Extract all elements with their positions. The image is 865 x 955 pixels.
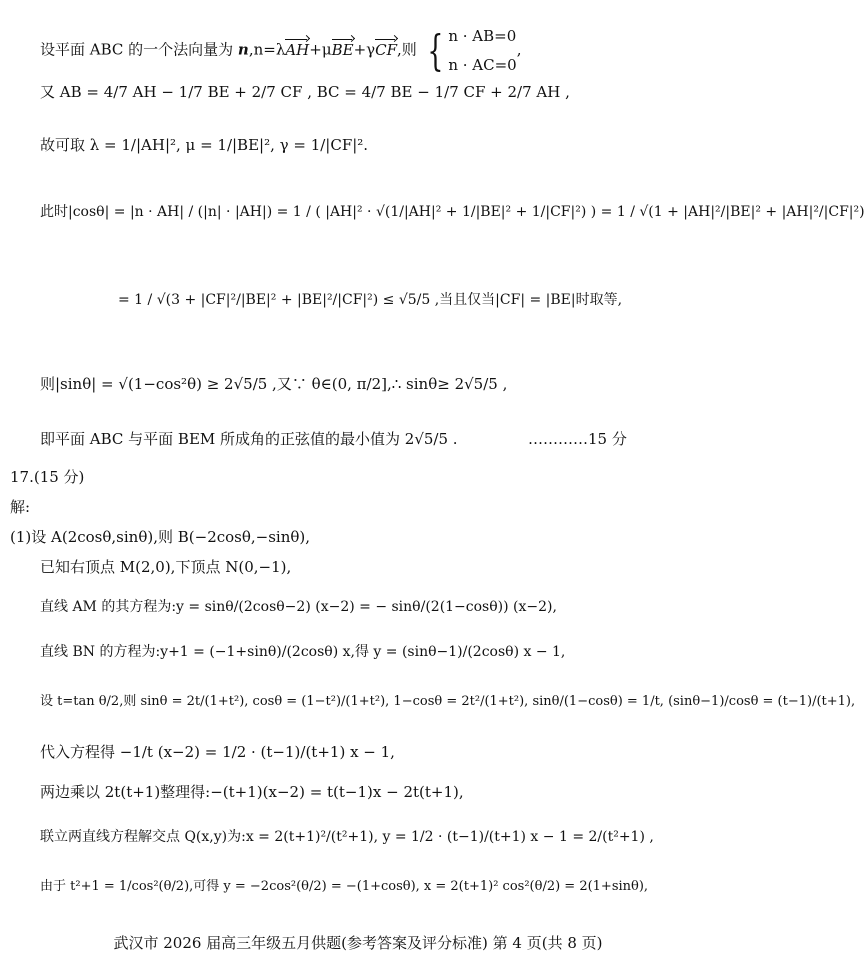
line-cos-half: 由于 t²+1 = 1/cos²(θ/2),可得 y = −2cos²(θ/2) = −(1+cosθ), x = 2(t+1)² cos²(θ/2) = 2(1+sinθ), [40, 879, 649, 894]
line-sin-theta: 则|sinθ| = √(1−cos²θ) ≥ 2√5/5 ,又∵ θ∈(0, π/2],∴ sinθ≥ 2√5/5 , [40, 375, 508, 393]
line-normal-vector [40, 22, 521, 79]
text-comma: , [516, 40, 522, 59]
text-n: n [237, 40, 249, 59]
line-tan-substitution: 设 t=tan θ/2,则 sinθ = 2t/(1+t²), cosθ = (1−t²)/(1+t²), 1−cosθ = 2t²/(1+t²), sinθ/(1−cosθ) = 1/t, (sinθ−1)/cosθ = (t−1)/(t+1), [40, 694, 856, 709]
question-17-header: 17.(15 分) [10, 468, 85, 486]
line-cos-bound: = 1 / √(3 + |CF|²/|BE|² + |BE|²/|CF|²) ≤ √5/5 ,当且仅当|CF| = |BE|时取等, [118, 292, 623, 308]
text-prefix: 设平面 ABC 的一个法向量为 [40, 40, 238, 59]
line-substitute: 代入方程得 −1/t (x−2) = 1/2 · (t−1)/(t+1) x − 1, [40, 743, 395, 761]
part1-setup: (1)设 A(2cosθ,sinθ),则 B(−2cosθ,−sinθ), [10, 528, 311, 546]
line-cos-theta: 此时|cosθ| = |n · AH| / (|n| · |AH|) = 1 / ( |AH|² · √(1/|AH|² + 1/|BE|² + 1/|CF|²) ) = 1 / √(1 + |AH|²/|BE|² + |AH|²/|CF|²) [40, 204, 865, 220]
line-multiply: 两边乘以 2t(t+1)整理得:−(t+1)(x−2) = t(t−1)x − 2t(t+1), [40, 783, 464, 801]
line-intersection: 联立两直线方程解交点 Q(x,y)为:x = 2(t+1)²/(t²+1), y = 1/2 · (t−1)/(t+1) x − 1 = 2/(t²+1) , [40, 829, 654, 845]
system-brace: { [426, 25, 443, 75]
vertices-line: 已知右顶点 M(2,0),下顶点 N(0,−1), [40, 558, 292, 576]
vector-cf: CF [375, 38, 397, 58]
equation-system [448, 22, 516, 79]
line-bn-equation: 直线 BN 的方程为:y+1 = (−1+sinθ)/(2cosθ) x,得 y = (sinθ−1)/(2cosθ) x − 1, [40, 644, 566, 660]
line-conclusion: 即平面 ABC 与平面 BEM 所成角的正弦值的最小值为 2√5/5 . [40, 430, 458, 448]
vector-be: BE [332, 38, 354, 58]
text-then: ,则 [397, 40, 417, 59]
text-eq: ,n=λ [248, 40, 286, 59]
line-vector-decomposition: 又 AB = 4/7 AH − 1/7 BE + 2/7 CF , BC = 4/7 BE − 1/7 CF + 2/7 AH , [40, 83, 570, 101]
system-eq-1: n · AB=0 [448, 27, 517, 45]
system-eq-2: n · AC=0 [448, 55, 517, 74]
score-15: …………15 分 [528, 430, 627, 448]
text-gamma: +γ [353, 40, 376, 59]
vector-ah: AH [285, 38, 309, 58]
solution-label: 解: [10, 498, 31, 516]
text-mu: +μ [309, 40, 332, 59]
page-footer: 武汉市 2026 届高三年级五月供题(参考答案及评分标准) 第 4 页(共 8 页) [113, 934, 603, 952]
line-am-equation: 直线 AM 的其方程为:y = sinθ/(2cosθ−2) (x−2) = − sinθ/(2(1−cosθ)) (x−2), [40, 599, 557, 615]
line-choose-lambda: 故可取 λ = 1/|AH|², μ = 1/|BE|², γ = 1/|CF|². [40, 136, 369, 154]
